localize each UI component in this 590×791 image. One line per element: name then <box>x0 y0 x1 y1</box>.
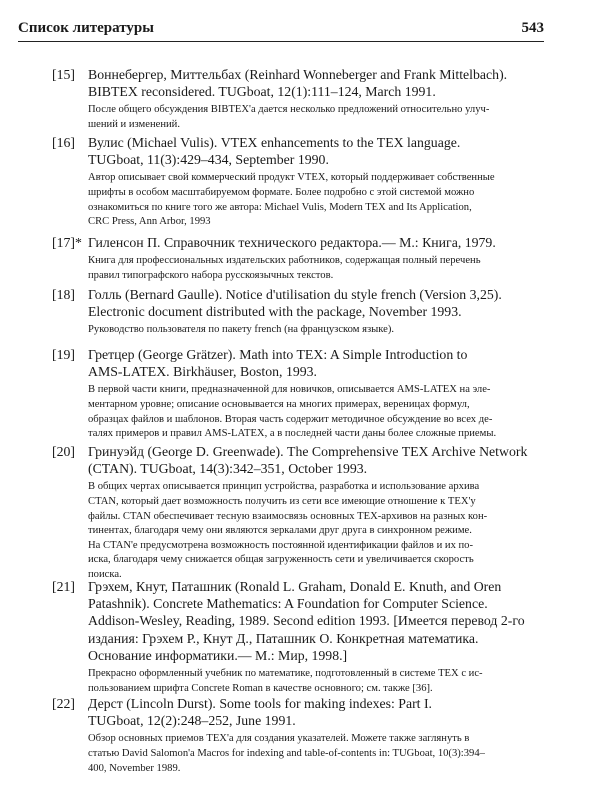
citation-line: Воннебергер, Миттельбах (Reinhard Wonneberger and Frank Mittelbach). <box>88 67 508 82</box>
entry-number: [21] <box>52 579 75 594</box>
annotation-line: правил типографского набора русскоязычных текстов. <box>88 269 334 281</box>
citation-line: Грэхем, Кнут, Паташник (Ronald L. Graham, Donald E. Knuth, and Oren <box>88 579 502 594</box>
citation-line: (CTAN). TUGboat, 14(3):342–351, October 1993. <box>88 461 368 477</box>
annotation-line: талях примеров и правил AMS-LATEX, а в последней части даны более сложные приемы. <box>88 428 497 440</box>
citation-line: Patashnik). Concrete Mathematics: A Foundation for Computer Science. <box>88 596 488 612</box>
page-number: 543 <box>521 20 544 36</box>
annotation-line: поиска. <box>88 568 122 580</box>
citation-line: Гретцер (George Grätzer). Math into TEX: A Simple Introduction to <box>88 347 468 362</box>
citation-line: AMS-LATEX. Birkhäuser, Boston, 1993. <box>88 364 318 380</box>
annotation <box>88 383 544 441</box>
annotation <box>88 323 544 338</box>
entry-number: [22] <box>52 696 75 711</box>
chapter-title: Список литературы <box>18 20 154 36</box>
annotation-line: Руководство пользователя по пакету french (на французском языке). <box>88 324 395 336</box>
annotation-line: В первой части книги, предназначенной для новичков, описывается AMS-LATEX на эле- <box>88 384 491 396</box>
citation-line: Дерст (Lincoln Durst). Some tools for making indexes: Part I. <box>88 696 432 711</box>
citation-line: TUGboat, 11(3):429–434, September 1990. <box>88 152 329 168</box>
citation-line: Гиленсон П. Справочник технического редактора.— М.: Книга, 1979. <box>88 235 496 250</box>
annotation-line: образцах файлов и шаблонов. Вторая часть содержит методичное обсуждение во всех де- <box>88 413 493 425</box>
header-rule <box>18 41 544 42</box>
annotation-line: Книга для профессиональных издательских работников, содержащая полный перечень <box>88 255 481 267</box>
annotation <box>88 254 544 283</box>
citation <box>88 234 544 251</box>
annotation-line: статью David Salomon'a Macros for indexing and table-of-contents in: TUGboat, 10(3):394– <box>88 748 485 759</box>
annotation-line: тинентах, благодаря чему они являются зеркалами друг друга в синхронном режиме. <box>88 525 472 537</box>
citation <box>88 695 544 729</box>
annotation-line: На CTAN'е предусмотрена возможность постоянной идентификации файлов и их по- <box>88 539 474 551</box>
citation-line: издания: Грэхем Р., Кнут Д., Паташник О. Конкретная математика. <box>88 630 479 646</box>
citation-line: Голль (Bernard Gaulle). Notice d'utilisation du style french (Version 3,25). <box>88 287 502 302</box>
citation-line: Гринуэйд (George D. Greenwade). The Comprehensive TEX Archive Network <box>88 444 528 459</box>
citation <box>88 346 544 380</box>
entry-number: [17]* <box>52 235 82 250</box>
citation-line: BIBTEX reconsidered. TUGboat, 12(1):111–124, March 1991. <box>88 84 436 100</box>
annotation <box>88 103 544 132</box>
annotation <box>88 171 544 229</box>
citation <box>88 443 544 477</box>
annotation-line: Автор описывает свой коммерческий продукт VTEX, который поддерживает собственные <box>88 172 495 184</box>
annotation-line: Обзор основных приемов TEX'а для создания указателей. Можете также заглянуть в <box>88 733 470 745</box>
annotation-line: CTAN, который дает возможность получить из сети все имеющие отношение к TEX'у <box>88 496 476 507</box>
annotation-line: файлы. CTAN обеспечивает тесную взаимосвязь основных TEX-архивов на разных кон- <box>88 510 488 522</box>
annotation <box>88 480 544 582</box>
citation-line: Electronic document distributed with the package, November 1993. <box>88 304 462 320</box>
citation <box>88 66 544 100</box>
annotation-line: После общего обсуждения BIBTEX'а дается несколько предложений относительно улуч- <box>88 104 490 116</box>
annotation-line: пользованием шрифта Concrete Roman в качестве основного; см. также [36]. <box>88 682 433 694</box>
entry-number: [20] <box>52 444 75 459</box>
annotation-line: шений и изменений. <box>88 119 180 130</box>
entry-number: [15] <box>52 67 75 82</box>
annotation-line: CRC Press, Ann Arbor, 1993 <box>88 216 211 228</box>
entry-number: [19] <box>52 347 75 362</box>
running-header <box>18 18 544 42</box>
citation-line: TUGboat, 12(2):248–252, June 1991. <box>88 713 296 729</box>
citation <box>88 578 544 664</box>
annotation <box>88 732 544 776</box>
citation <box>88 134 544 168</box>
entry-number: [18] <box>52 287 75 302</box>
entry-number: [16] <box>52 135 75 150</box>
citation <box>88 286 544 320</box>
annotation-line: В общих чертах описывается принцип устройства, разработка и использование архива <box>88 481 480 493</box>
annotation <box>88 667 544 696</box>
annotation-line: Прекрасно оформленный учебник по математике, подготовленный в системе TEX с ис- <box>88 668 483 680</box>
annotation-line: ознакомиться по книге того же автора: Michael Vulis, Modern TEX and Its Application, <box>88 201 472 213</box>
annotation-line: 400, November 1989. <box>88 762 181 774</box>
annotation-line: иска, благодаря чему снижается общая загруженность сети и увеличивается скорость <box>88 554 474 566</box>
annotation-line: шрифты в особом масштабируемом формате. Более подробно с этой системой можно <box>88 187 475 198</box>
citation-line: Вулис (Michael Vulis). VTEX enhancements to the TEX language. <box>88 135 461 150</box>
citation-line: Основание информатики.— М.: Мир, 1998.] <box>88 647 348 663</box>
citation-line: Addison-Wesley, Reading, 1989. Second edition 1993. [Имеется перевод 2-го <box>88 613 525 629</box>
annotation-line: ментарном уровне; описание основывается на многих примерах, вереницах формул, <box>88 399 470 410</box>
